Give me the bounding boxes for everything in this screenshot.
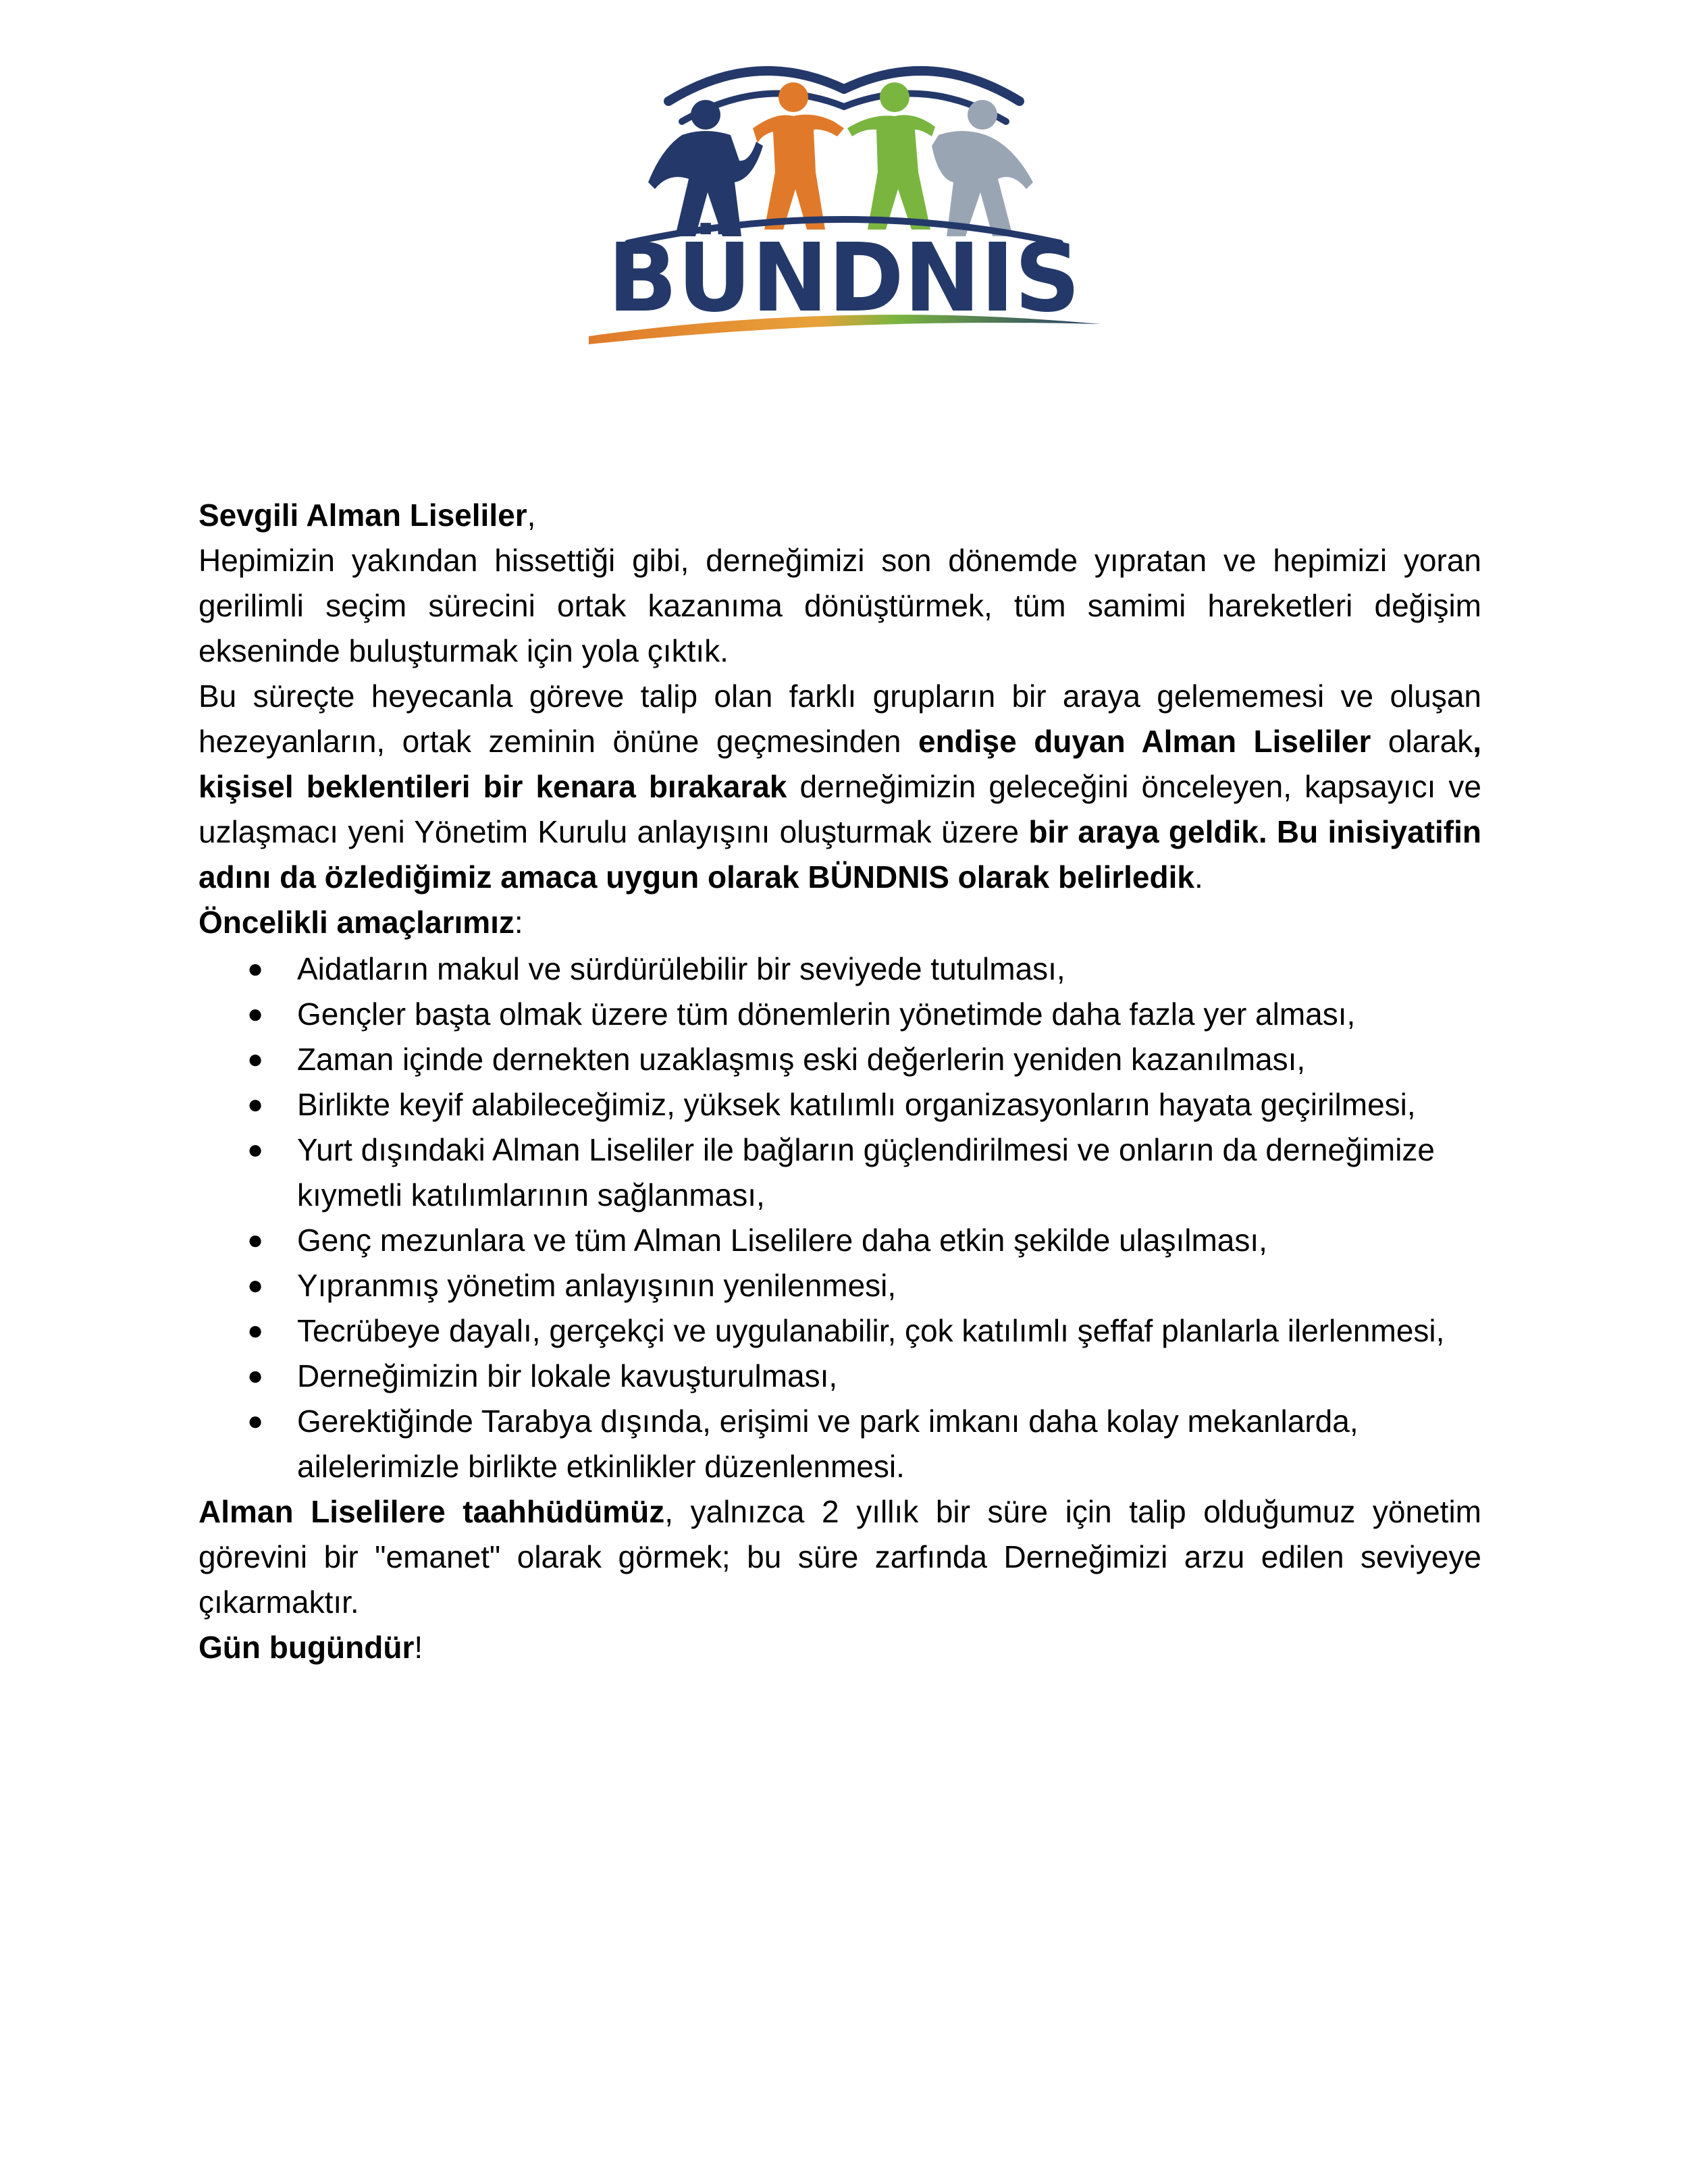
bullet-icon: ●: [247, 1135, 264, 1165]
bullet-icon: ●: [247, 1361, 264, 1391]
bullet-icon: ●: [247, 1406, 264, 1436]
logo-wordmark: BÜNDNIS: [608, 223, 1097, 334]
bullet-icon: ●: [247, 999, 264, 1029]
greeting: Sevgili Alman Liseliler,: [199, 498, 536, 533]
bundnis-logo: [581, 27, 1107, 351]
bullet-icon: ●: [247, 1090, 264, 1119]
list-item: ● Zaman içinde dernekten uzaklaşmış eski değerlerin yeniden kazanılması,: [199, 1037, 1481, 1082]
closing-line: Gün bugündür!: [199, 1630, 423, 1665]
bullet-icon: ●: [247, 1271, 264, 1300]
commitment-paragraph: Alman Liselilere taahhüdümüz, yalnızca 2 yıllık bir süre için talip olduğumuz yönetim görevini bir "emanet" olarak görmek; bu süre zarfında Derneğimizi arzu edilen seviyeye çıkarmaktır.: [199, 1494, 1481, 1620]
bullet-icon: ●: [247, 954, 264, 984]
priorities-heading: Öncelikli amaçlarımız:: [199, 905, 523, 940]
list-item: ● Aidatların makul ve sürdürülebilir bir seviyede tutulması,: [199, 947, 1481, 992]
list-item: ● Genç mezunlara ve tüm Alman Liselilere daha etkin şekilde ulaşılması,: [199, 1218, 1481, 1263]
list-item: ● Derneğimizin bir lokale kavuşturulması,: [199, 1354, 1481, 1399]
letter-body: [199, 493, 1481, 1670]
list-item: ● Tecrübeye dayalı, gerçekçi ve uygulanabilir, çok katılımlı şeffaf planlarla ilerlenmesi,: [199, 1308, 1481, 1354]
list-item: ● Birlikte keyif alabileceğimiz, yüksek katılımlı organizasyonların hayata geçirilmesi,: [199, 1082, 1481, 1127]
greeting-name: Sevgili Alman Liseliler: [199, 498, 527, 533]
book-icon: [668, 71, 1020, 122]
bullet-icon: ●: [247, 1044, 264, 1074]
list-item: ● Yurt dışındaki Alman Liseliler ile bağların güçlendirilmesi ve onların da derneğimize kıymetli katılımlarının sağlanması,: [199, 1127, 1481, 1218]
initiative-paragraph: Bu süreçte heyecanla göreve talip olan farklı grupların bir araya gelememesi ve oluşan hezeyanların, ortak zeminin önüne geçmesinden endişe duyan Alman Liseliler olarak, kişisel beklentileri bir kenara bırakarak derneğimizin geleceğini önceleyen, kapsayıcı ve uzlaşmacı yeni Yönetim Kurulu anlayışını oluşturmak üzere bir araya geldik. Bu inisiyatifin adını da özlediğimiz amaca uygun olarak BÜNDNIS olarak belirledik.: [199, 678, 1482, 895]
goals-list: [199, 947, 1481, 1489]
list-item: ● Yıpranmış yönetim anlayışının yenilenmesi,: [199, 1263, 1481, 1308]
bullet-icon: ●: [247, 1225, 264, 1255]
bullet-icon: ●: [247, 1316, 264, 1346]
list-item: ● Gerektiğinde Tarabya dışında, erişimi ve park imkanı daha kolay mekanlarda, ailelerimizle birlikte etkinlikler düzenlenmesi.: [199, 1399, 1481, 1489]
list-item: ● Gençler başta olmak üzere tüm dönemlerin yönetimde daha fazla yer alması,: [199, 992, 1481, 1037]
intro-paragraph: Hepimizin yakından hissettiği gibi, derneğimizi son dönemde yıpratan ve hepimizi yoran gerilimli seçim sürecini ortak kazanıma dönüştürmek, tüm samimi hareketleri değişim ekseninde buluşturmak için yola çıktık.: [199, 543, 1481, 668]
